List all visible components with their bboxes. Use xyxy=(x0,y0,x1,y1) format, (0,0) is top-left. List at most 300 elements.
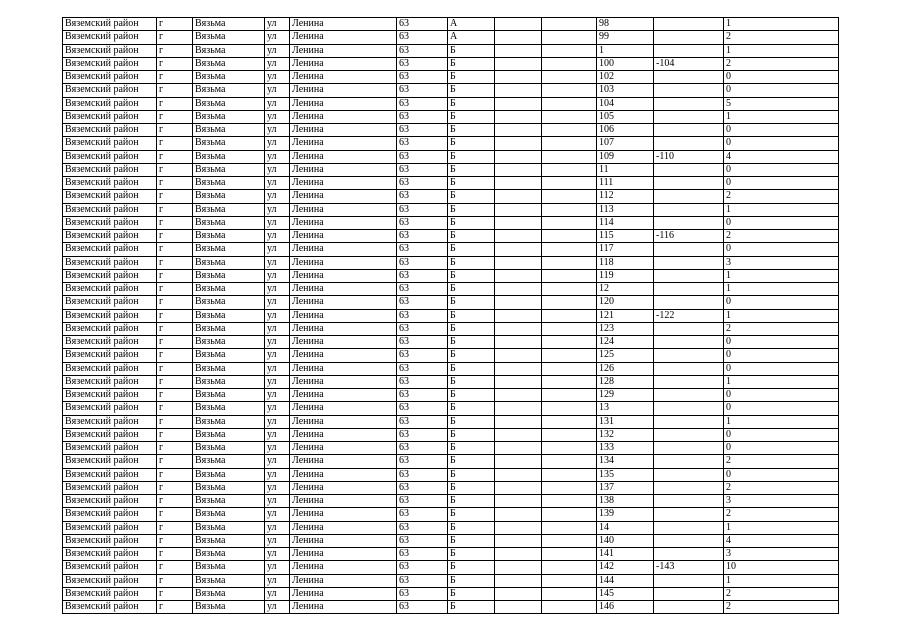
cell-building: Б xyxy=(448,110,495,123)
cell-street: Ленина xyxy=(290,362,397,375)
cell-district: Вяземский район xyxy=(63,84,157,97)
cell-locality: Вязьма xyxy=(193,309,265,322)
cell-apartment: 124 xyxy=(597,336,654,349)
cell-col-9 xyxy=(542,402,597,415)
cell-col-8 xyxy=(495,71,542,84)
cell-locality-type: г xyxy=(157,548,193,561)
cell-street: Ленина xyxy=(290,203,397,216)
cell-locality: Вязьма xyxy=(193,283,265,296)
cell-street-type: ул xyxy=(265,230,290,243)
cell-building: Б xyxy=(448,230,495,243)
cell-col-9 xyxy=(542,230,597,243)
cell-house: 63 xyxy=(397,216,448,229)
table-row xyxy=(63,508,839,521)
cell-apartment-range xyxy=(654,336,724,349)
cell-street-type: ул xyxy=(265,203,290,216)
cell-locality-type: г xyxy=(157,256,193,269)
cell-house: 63 xyxy=(397,71,448,84)
cell-col-8 xyxy=(495,256,542,269)
cell-locality-type: г xyxy=(157,428,193,441)
table-row xyxy=(63,296,839,309)
cell-locality-type: г xyxy=(157,177,193,190)
cell-street: Ленина xyxy=(290,57,397,70)
cell-apartment: 112 xyxy=(597,190,654,203)
cell-street: Ленина xyxy=(290,110,397,123)
cell-col-8 xyxy=(495,269,542,282)
cell-house: 63 xyxy=(397,415,448,428)
cell-house: 63 xyxy=(397,322,448,335)
cell-building: Б xyxy=(448,587,495,600)
cell-col-8 xyxy=(495,57,542,70)
cell-locality: Вязьма xyxy=(193,561,265,574)
table-row xyxy=(63,336,839,349)
cell-district: Вяземский район xyxy=(63,362,157,375)
cell-building: Б xyxy=(448,362,495,375)
cell-count: 4 xyxy=(724,150,839,163)
cell-apartment-range: -143 xyxy=(654,561,724,574)
cell-building: Б xyxy=(448,601,495,614)
cell-col-8 xyxy=(495,31,542,44)
table-row xyxy=(63,309,839,322)
cell-count: 0 xyxy=(724,362,839,375)
cell-apartment-range xyxy=(654,137,724,150)
cell-col-9 xyxy=(542,97,597,110)
cell-locality-type: г xyxy=(157,375,193,388)
cell-building: Б xyxy=(448,521,495,534)
cell-locality: Вязьма xyxy=(193,521,265,534)
cell-district: Вяземский район xyxy=(63,31,157,44)
table-row xyxy=(63,601,839,614)
cell-locality-type: г xyxy=(157,455,193,468)
cell-col-9 xyxy=(542,190,597,203)
cell-apartment-range xyxy=(654,18,724,31)
cell-apartment-range: -104 xyxy=(654,57,724,70)
cell-street: Ленина xyxy=(290,336,397,349)
cell-col-9 xyxy=(542,269,597,282)
cell-apartment: 133 xyxy=(597,442,654,455)
table-row xyxy=(63,481,839,494)
cell-apartment-range xyxy=(654,84,724,97)
cell-district: Вяземский район xyxy=(63,137,157,150)
cell-col-8 xyxy=(495,587,542,600)
cell-locality: Вязьма xyxy=(193,230,265,243)
cell-street: Ленина xyxy=(290,481,397,494)
address-table xyxy=(62,17,839,614)
cell-apartment-range xyxy=(654,508,724,521)
cell-col-9 xyxy=(542,177,597,190)
cell-apartment: 137 xyxy=(597,481,654,494)
cell-locality-type: г xyxy=(157,587,193,600)
cell-locality: Вязьма xyxy=(193,269,265,282)
cell-apartment: 13 xyxy=(597,402,654,415)
cell-locality-type: г xyxy=(157,508,193,521)
cell-street-type: ул xyxy=(265,150,290,163)
cell-count: 2 xyxy=(724,508,839,521)
cell-apartment-range: -116 xyxy=(654,230,724,243)
cell-house: 63 xyxy=(397,283,448,296)
cell-street-type: ул xyxy=(265,84,290,97)
cell-street: Ленина xyxy=(290,71,397,84)
cell-locality: Вязьма xyxy=(193,124,265,137)
table-row xyxy=(63,389,839,402)
cell-locality: Вязьма xyxy=(193,190,265,203)
cell-apartment-range xyxy=(654,283,724,296)
cell-locality: Вязьма xyxy=(193,44,265,57)
cell-locality: Вязьма xyxy=(193,468,265,481)
cell-house: 63 xyxy=(397,97,448,110)
cell-street: Ленина xyxy=(290,31,397,44)
cell-col-9 xyxy=(542,455,597,468)
cell-street: Ленина xyxy=(290,468,397,481)
cell-street-type: ул xyxy=(265,216,290,229)
cell-apartment: 120 xyxy=(597,296,654,309)
cell-house: 63 xyxy=(397,587,448,600)
cell-locality-type: г xyxy=(157,389,193,402)
cell-col-9 xyxy=(542,137,597,150)
cell-apartment: 126 xyxy=(597,362,654,375)
cell-col-9 xyxy=(542,256,597,269)
cell-col-8 xyxy=(495,468,542,481)
cell-house: 63 xyxy=(397,402,448,415)
table-row xyxy=(63,230,839,243)
table-row xyxy=(63,468,839,481)
cell-col-8 xyxy=(495,336,542,349)
cell-house: 63 xyxy=(397,468,448,481)
cell-col-8 xyxy=(495,322,542,335)
table-row xyxy=(63,203,839,216)
cell-house: 63 xyxy=(397,362,448,375)
cell-apartment: 103 xyxy=(597,84,654,97)
cell-col-9 xyxy=(542,534,597,547)
cell-building: Б xyxy=(448,203,495,216)
cell-house: 63 xyxy=(397,495,448,508)
cell-street-type: ул xyxy=(265,336,290,349)
cell-col-9 xyxy=(542,203,597,216)
cell-locality-type: г xyxy=(157,534,193,547)
cell-house: 63 xyxy=(397,57,448,70)
cell-locality: Вязьма xyxy=(193,18,265,31)
cell-locality: Вязьма xyxy=(193,163,265,176)
cell-apartment-range xyxy=(654,349,724,362)
cell-apartment: 104 xyxy=(597,97,654,110)
cell-count: 1 xyxy=(724,203,839,216)
cell-building: Б xyxy=(448,243,495,256)
cell-locality-type: г xyxy=(157,190,193,203)
cell-col-8 xyxy=(495,455,542,468)
table-row xyxy=(63,137,839,150)
cell-locality-type: г xyxy=(157,31,193,44)
cell-col-8 xyxy=(495,124,542,137)
cell-col-9 xyxy=(542,150,597,163)
cell-locality: Вязьма xyxy=(193,481,265,494)
cell-street-type: ул xyxy=(265,296,290,309)
cell-building: Б xyxy=(448,124,495,137)
cell-apartment: 109 xyxy=(597,150,654,163)
cell-locality-type: г xyxy=(157,468,193,481)
cell-house: 63 xyxy=(397,124,448,137)
cell-count: 0 xyxy=(724,84,839,97)
cell-street: Ленина xyxy=(290,177,397,190)
cell-building: Б xyxy=(448,415,495,428)
cell-apartment: 139 xyxy=(597,508,654,521)
cell-street: Ленина xyxy=(290,455,397,468)
cell-district: Вяземский район xyxy=(63,349,157,362)
cell-house: 63 xyxy=(397,230,448,243)
cell-col-8 xyxy=(495,349,542,362)
cell-street: Ленина xyxy=(290,256,397,269)
cell-street-type: ул xyxy=(265,322,290,335)
cell-locality-type: г xyxy=(157,243,193,256)
table-row xyxy=(63,216,839,229)
cell-count: 2 xyxy=(724,601,839,614)
cell-district: Вяземский район xyxy=(63,415,157,428)
cell-locality: Вязьма xyxy=(193,322,265,335)
cell-building: Б xyxy=(448,389,495,402)
cell-locality: Вязьма xyxy=(193,349,265,362)
cell-locality-type: г xyxy=(157,296,193,309)
cell-locality-type: г xyxy=(157,57,193,70)
cell-col-9 xyxy=(542,243,597,256)
table-row xyxy=(63,269,839,282)
cell-apartment-range xyxy=(654,97,724,110)
cell-district: Вяземский район xyxy=(63,495,157,508)
cell-locality-type: г xyxy=(157,402,193,415)
cell-apartment: 125 xyxy=(597,349,654,362)
cell-count: 3 xyxy=(724,548,839,561)
cell-apartment: 144 xyxy=(597,574,654,587)
cell-apartment-range xyxy=(654,296,724,309)
cell-apartment: 118 xyxy=(597,256,654,269)
cell-locality: Вязьма xyxy=(193,495,265,508)
cell-house: 63 xyxy=(397,375,448,388)
cell-district: Вяземский район xyxy=(63,256,157,269)
cell-locality: Вязьма xyxy=(193,508,265,521)
table-row xyxy=(63,283,839,296)
cell-col-9 xyxy=(542,283,597,296)
cell-street: Ленина xyxy=(290,150,397,163)
cell-street: Ленина xyxy=(290,190,397,203)
cell-count: 0 xyxy=(724,71,839,84)
cell-house: 63 xyxy=(397,349,448,362)
cell-building: Б xyxy=(448,309,495,322)
cell-apartment-range xyxy=(654,389,724,402)
cell-count: 2 xyxy=(724,31,839,44)
cell-street-type: ул xyxy=(265,31,290,44)
cell-house: 63 xyxy=(397,296,448,309)
cell-locality-type: г xyxy=(157,442,193,455)
cell-street: Ленина xyxy=(290,495,397,508)
cell-apartment: 106 xyxy=(597,124,654,137)
cell-apartment: 111 xyxy=(597,177,654,190)
cell-apartment: 132 xyxy=(597,428,654,441)
cell-street-type: ул xyxy=(265,163,290,176)
cell-col-9 xyxy=(542,31,597,44)
cell-count: 0 xyxy=(724,163,839,176)
cell-apartment-range xyxy=(654,521,724,534)
cell-building: Б xyxy=(448,442,495,455)
cell-col-8 xyxy=(495,44,542,57)
table-row xyxy=(63,495,839,508)
cell-street-type: ул xyxy=(265,44,290,57)
cell-house: 63 xyxy=(397,534,448,547)
cell-col-9 xyxy=(542,84,597,97)
cell-street-type: ул xyxy=(265,508,290,521)
cell-apartment: 14 xyxy=(597,521,654,534)
cell-col-8 xyxy=(495,150,542,163)
cell-street: Ленина xyxy=(290,269,397,282)
table-row xyxy=(63,402,839,415)
cell-apartment-range xyxy=(654,256,724,269)
cell-count: 0 xyxy=(724,428,839,441)
cell-building: Б xyxy=(448,150,495,163)
cell-locality-type: г xyxy=(157,601,193,614)
cell-house: 63 xyxy=(397,574,448,587)
cell-apartment-range xyxy=(654,442,724,455)
cell-street: Ленина xyxy=(290,18,397,31)
cell-district: Вяземский район xyxy=(63,587,157,600)
cell-building: А xyxy=(448,18,495,31)
cell-count: 0 xyxy=(724,296,839,309)
cell-apartment-range xyxy=(654,548,724,561)
cell-street: Ленина xyxy=(290,428,397,441)
cell-house: 63 xyxy=(397,177,448,190)
cell-col-9 xyxy=(542,336,597,349)
cell-house: 63 xyxy=(397,508,448,521)
cell-building: А xyxy=(448,31,495,44)
cell-building: Б xyxy=(448,548,495,561)
cell-street: Ленина xyxy=(290,548,397,561)
cell-col-9 xyxy=(542,601,597,614)
cell-locality: Вязьма xyxy=(193,71,265,84)
cell-district: Вяземский район xyxy=(63,574,157,587)
cell-locality: Вязьма xyxy=(193,137,265,150)
cell-street-type: ул xyxy=(265,402,290,415)
cell-count: 0 xyxy=(724,137,839,150)
table-row xyxy=(63,574,839,587)
cell-district: Вяземский район xyxy=(63,203,157,216)
cell-house: 63 xyxy=(397,548,448,561)
table-row xyxy=(63,243,839,256)
cell-building: Б xyxy=(448,322,495,335)
cell-locality-type: г xyxy=(157,97,193,110)
cell-house: 63 xyxy=(397,190,448,203)
cell-locality: Вязьма xyxy=(193,97,265,110)
cell-district: Вяземский район xyxy=(63,150,157,163)
cell-locality-type: г xyxy=(157,309,193,322)
cell-building: Б xyxy=(448,216,495,229)
cell-district: Вяземский район xyxy=(63,230,157,243)
cell-apartment-range xyxy=(654,71,724,84)
cell-district: Вяземский район xyxy=(63,455,157,468)
cell-col-9 xyxy=(542,216,597,229)
cell-apartment: 11 xyxy=(597,163,654,176)
cell-district: Вяземский район xyxy=(63,375,157,388)
cell-col-8 xyxy=(495,402,542,415)
cell-street-type: ул xyxy=(265,548,290,561)
cell-apartment-range xyxy=(654,177,724,190)
cell-building: Б xyxy=(448,137,495,150)
cell-house: 63 xyxy=(397,203,448,216)
cell-count: 2 xyxy=(724,190,839,203)
cell-street-type: ул xyxy=(265,587,290,600)
cell-col-9 xyxy=(542,508,597,521)
cell-street-type: ул xyxy=(265,428,290,441)
cell-apartment: 123 xyxy=(597,322,654,335)
cell-district: Вяземский район xyxy=(63,163,157,176)
cell-building: Б xyxy=(448,508,495,521)
cell-apartment: 141 xyxy=(597,548,654,561)
cell-col-9 xyxy=(542,44,597,57)
cell-locality: Вязьма xyxy=(193,296,265,309)
cell-building: Б xyxy=(448,574,495,587)
cell-building: Б xyxy=(448,283,495,296)
cell-count: 2 xyxy=(724,230,839,243)
cell-count: 2 xyxy=(724,57,839,70)
cell-locality-type: г xyxy=(157,163,193,176)
cell-district: Вяземский район xyxy=(63,309,157,322)
cell-house: 63 xyxy=(397,389,448,402)
cell-apartment: 12 xyxy=(597,283,654,296)
cell-apartment-range xyxy=(654,428,724,441)
cell-apartment: 138 xyxy=(597,495,654,508)
cell-locality-type: г xyxy=(157,230,193,243)
table-row xyxy=(63,163,839,176)
cell-district: Вяземский район xyxy=(63,561,157,574)
table-row xyxy=(63,349,839,362)
cell-locality-type: г xyxy=(157,415,193,428)
cell-locality-type: г xyxy=(157,481,193,494)
cell-district: Вяземский район xyxy=(63,389,157,402)
cell-apartment: 105 xyxy=(597,110,654,123)
cell-building: Б xyxy=(448,534,495,547)
cell-house: 63 xyxy=(397,428,448,441)
cell-col-9 xyxy=(542,124,597,137)
cell-street-type: ул xyxy=(265,455,290,468)
cell-house: 63 xyxy=(397,150,448,163)
cell-col-8 xyxy=(495,574,542,587)
cell-district: Вяземский район xyxy=(63,508,157,521)
cell-street: Ленина xyxy=(290,283,397,296)
cell-col-9 xyxy=(542,587,597,600)
cell-street-type: ул xyxy=(265,362,290,375)
cell-col-8 xyxy=(495,362,542,375)
cell-street: Ленина xyxy=(290,216,397,229)
cell-count: 10 xyxy=(724,561,839,574)
cell-street-type: ул xyxy=(265,468,290,481)
cell-house: 63 xyxy=(397,455,448,468)
cell-apartment-range xyxy=(654,322,724,335)
cell-count: 0 xyxy=(724,336,839,349)
cell-apartment: 128 xyxy=(597,375,654,388)
cell-apartment: 114 xyxy=(597,216,654,229)
cell-count: 1 xyxy=(724,18,839,31)
cell-district: Вяземский район xyxy=(63,296,157,309)
cell-building: Б xyxy=(448,561,495,574)
table-row xyxy=(63,44,839,57)
table-row xyxy=(63,548,839,561)
cell-apartment-range xyxy=(654,601,724,614)
cell-locality-type: г xyxy=(157,269,193,282)
cell-locality: Вязьма xyxy=(193,415,265,428)
cell-apartment-range xyxy=(654,375,724,388)
cell-apartment-range xyxy=(654,31,724,44)
cell-district: Вяземский район xyxy=(63,428,157,441)
cell-count: 2 xyxy=(724,481,839,494)
cell-apartment-range: -122 xyxy=(654,309,724,322)
cell-col-8 xyxy=(495,601,542,614)
cell-col-9 xyxy=(542,309,597,322)
cell-street-type: ул xyxy=(265,574,290,587)
